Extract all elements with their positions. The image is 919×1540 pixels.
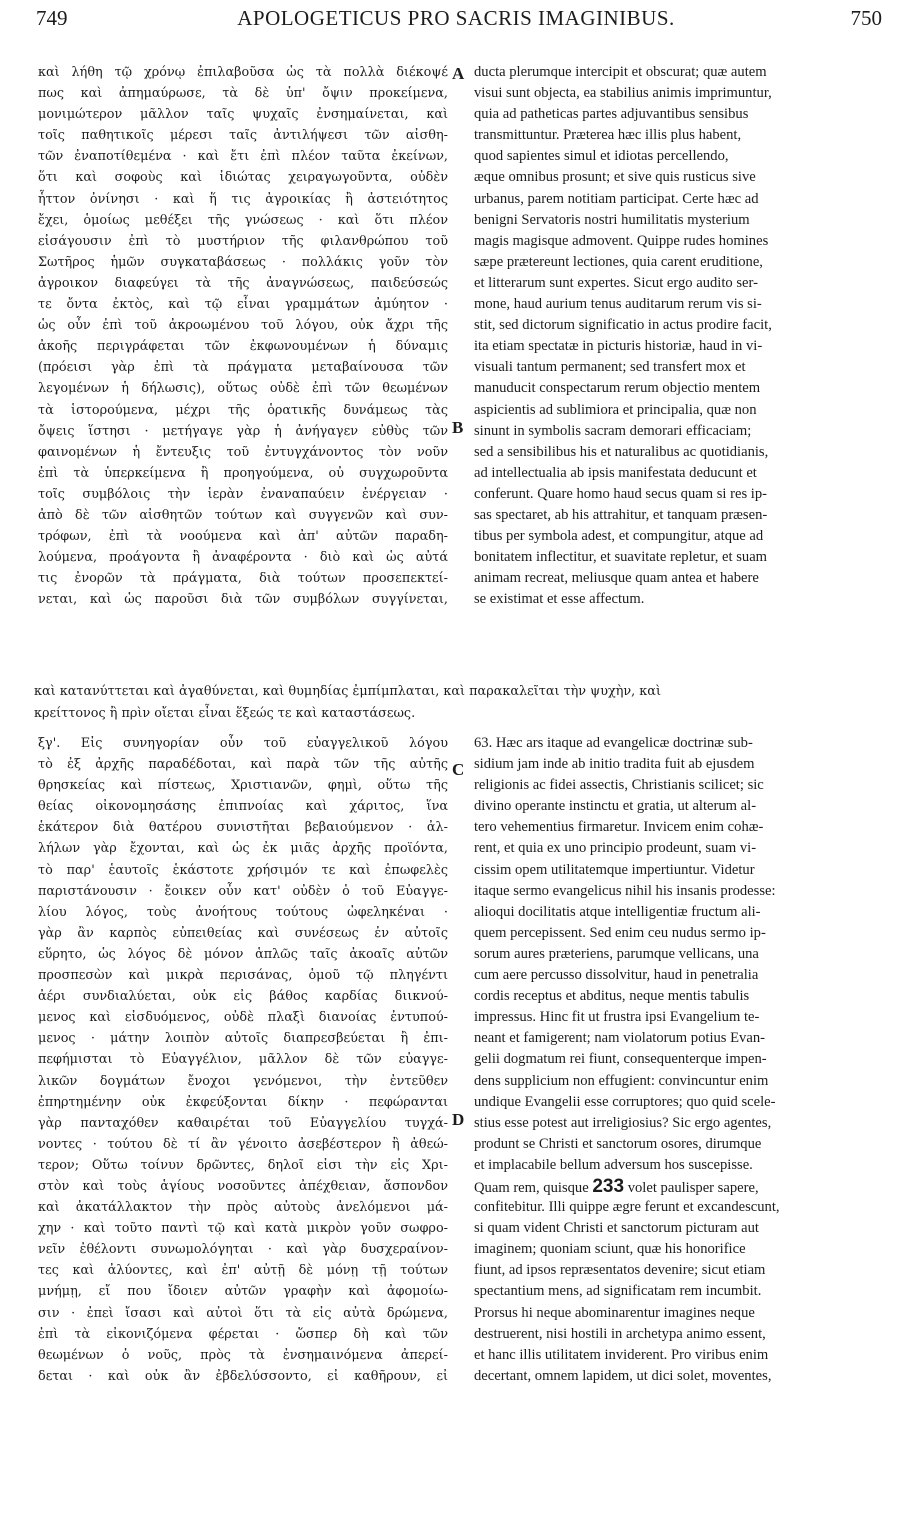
latin-text-line: visuali tantum permanent; sed transfert mox et bbox=[474, 359, 746, 376]
greek-column-top bbox=[38, 62, 448, 610]
latin-text-line: se existimat et esse affectum. bbox=[474, 591, 645, 608]
latin-text-line: cordis receptus et abditus, neque mentis tabulis bbox=[474, 988, 750, 1005]
latin-text-line: quod sapientes simul et idiotas percellendo, bbox=[474, 148, 729, 165]
running-title: APOLOGETICUS PRO SACRIS IMAGINIBUS. bbox=[237, 6, 675, 30]
greek-text-line: τες καὶ ἀλύοντες, καὶ ἐπ' αὐτῇ δὲ μόνῃ τῇ τούτων bbox=[38, 1263, 448, 1279]
latin-text-line: magis magisque admovent. Quippe rudes homines bbox=[474, 232, 769, 249]
greek-text-line: λικῶν δογμάτων ἔνοχοι γενόμενοι, τὴν ἐντεῦθεν bbox=[38, 1073, 448, 1089]
greek-text-line: χην · καὶ τοῦτο παντὶ τῷ καὶ κατὰ μικρὸν γοῦν σωφρο- bbox=[38, 1221, 448, 1237]
running-header bbox=[30, 6, 882, 46]
greek-text-line: τερον; Οὕτω τοίνυν δρῶντες, δηλοῖ εἰσι τὴν εἰς Χρι- bbox=[38, 1157, 448, 1173]
latin-text-line: confitebitur. Illi quippe ægre ferunt et excandescunt, bbox=[474, 1199, 780, 1216]
margin-marker-c: C bbox=[452, 760, 465, 779]
greek-column-bottom bbox=[38, 733, 448, 1387]
greek-text-line: ἐπηρτημένην οὐκ ἐκφεύξονται δίκην · πεφώρανται bbox=[38, 1094, 448, 1110]
greek-text-line: ἀέρι συνδιαλύεται, οὐκ εἰς βάθος καρδίας διικνού- bbox=[38, 989, 448, 1005]
latin-text-line: divino operante instinctu et gratia, ut alterum al- bbox=[474, 798, 757, 815]
latin-text-line: ita etiam spectatæ in picturis historiæ, haud in vi- bbox=[474, 338, 763, 355]
latin-text-line: cissim opem utilitatemque impertiuntur. Videtur bbox=[474, 861, 755, 878]
latin-text-line: ad intellectualia ab ipsis manifestata deducunt et bbox=[474, 464, 757, 481]
greek-text-line: μενος καὶ εἰσδυόμενος, οὐδὲ πλαξὶ διανοίας ἐντυπού- bbox=[38, 1010, 448, 1026]
greek-text-line: τὸ παρ' ἑαυτοῖς ἑκάστοτε χρήσιμόν τε καὶ ἐπωφελὲς bbox=[38, 862, 448, 878]
greek-text-line: λούμενα, προάγοντα ἢ ἀναφέροντα · διὸ καὶ ὡς αὐτά bbox=[38, 550, 448, 566]
greek-text-line: καὶ κατανύττεται καὶ ἀγαθύνεται, καὶ θυμηδίας ἐμπίμπλαται, καὶ παρακαλεῖται τὴν ψυχὴν, καὶ bbox=[34, 684, 661, 699]
greek-text-line: Σωτῆρος ἡμῶν συγκαταβάσεως · πολλάκις γοῦν τὸν bbox=[38, 254, 448, 270]
greek-text-line: μονιμώτερον μᾶλλον ταῖς ψυχαῖς ἐνσημαίνεται, καὶ bbox=[38, 107, 448, 123]
latin-text-line: urbanus, parem notitiam participat. Certe hæc ad bbox=[474, 190, 759, 207]
latin-text-line: decertant, omnem lapidem, ut dici solet, moventes, bbox=[474, 1367, 772, 1384]
latin-text-line: conferunt. Quare homo haud secus quam si res ip- bbox=[474, 485, 768, 502]
latin-column-bottom bbox=[474, 733, 886, 1387]
latin-text-line: sed a sensibilibus his et naturalibus ac quotidianis, bbox=[474, 443, 769, 460]
greek-text-line: ὡς οὖν ἐπὶ τοῦ ἀκροωμένου τοῦ λόγου, οὐκ ἄχρι τῆς bbox=[38, 318, 448, 334]
greek-text-line: δεται · καὶ οὐκ ἂν ἐβδελύσσοντο, εἰ καθῆρουν, εἰ bbox=[38, 1368, 448, 1384]
latin-text-line: Quam rem, quisque 233 volet paulisper sapere, bbox=[474, 1175, 759, 1197]
latin-text-line: et implacabile bellum adversum hos suscepisse. bbox=[474, 1156, 753, 1173]
greek-text-line: θρησκείας καὶ πίστεως, Χριστιανῶν, φημὶ, οὕτω τῆς bbox=[38, 778, 448, 794]
page-number-right: 750 bbox=[850, 6, 882, 30]
latin-text-line: bonitatem inflectitur, et suavitate repletur, et suam bbox=[474, 549, 768, 566]
latin-column-top bbox=[474, 62, 886, 610]
latin-text-line: gelii dogmatum rei fiunt, consequenterque impen- bbox=[474, 1051, 767, 1068]
latin-text-line: sorum aures præteriens, parumque vellicans, una bbox=[474, 945, 759, 962]
latin-text-line: sidium jam inde ab initio tradita fuit ab ejusdem bbox=[474, 756, 755, 773]
latin-text-line: sas spectaret, ab his attrahitur, et tanquam præsen- bbox=[474, 506, 768, 523]
latin-text-line: destruerent, nisi hostili in archetypa animo essent, bbox=[474, 1325, 766, 1342]
greek-text-line: τὰ ἱστορούμενα, μέχρι τῆς ὁρατικῆς δυνάμεως τὰς bbox=[38, 402, 448, 418]
greek-text-line: ἑκάτερον διὰ θατέρου συνιστῆται βεβαιούμενον · ἀλ- bbox=[38, 820, 448, 836]
latin-text-line: impressus. Hinc fit ut frustra ipsi Evangelium te- bbox=[474, 1009, 760, 1026]
greek-text-line: ἀπὸ δὲ τῶν αἰσθητῶν τούτων καὶ συγγενῶν καὶ συν- bbox=[38, 507, 448, 523]
greek-text-line: ἧττον ὀνίνησι · καὶ ἥ τις ἀγροικίας ἢ ἀστειότητος bbox=[38, 191, 448, 207]
greek-text-line: (πρόεισι γὰρ ἐπὶ τὰ πράγματα μεταβαίνουσα τῶν bbox=[38, 360, 448, 376]
greek-text-line: στὸν καὶ τοὺς ἁγίους νοσοῦντες ἀπέχθειαν, ἄσπονδον bbox=[38, 1178, 448, 1194]
latin-text-line: et litterarum sunt expertes. Sicut ergo audito ser- bbox=[474, 274, 758, 291]
latin-text-line: animam recreat, meliusque quam antea et habere bbox=[474, 570, 759, 587]
latin-text-line: ducta plerumque intercipit et obscurat; quæ autem bbox=[474, 64, 767, 80]
latin-text-line: religionis ac fidei assectis, Christianis scilicet; sic bbox=[474, 777, 764, 794]
latin-text-line: undique Evangelii esse corruptores; quo quid scele- bbox=[474, 1093, 776, 1110]
greek-text-line: πως καὶ ἀπημαύρωσε, τὰ δὲ ὑπ' ὄψιν προκείμενα, bbox=[38, 86, 448, 102]
greek-text-line: καὶ λήθη τῷ χρόνῳ ἐπιλαβοῦσα ὡς τὰ πολλὰ διέκοψέ bbox=[38, 65, 448, 80]
greek-text-line: ἐπὶ τὰ ὑπερκείμενα ἢ προηγούμενα, οὐ συγχωροῦντα bbox=[38, 465, 448, 481]
greek-text-line: τρόφων, ἐπὶ τὰ νοούμενα καὶ ἀπ' αὐτῶν παραδη- bbox=[38, 529, 448, 545]
latin-text-line: stit, sed dictorum significatio in actus prodire facit, bbox=[474, 317, 772, 334]
greek-text-line: τοῖς συμβόλοις τὴν ἱερὰν ἐναναπαύειν ἐνέργειαν · bbox=[38, 486, 448, 502]
latin-text-line: tibus per symbola adest, et compungitur, atque ad bbox=[474, 528, 764, 545]
greek-text-line: πεφήμισται τὸ Εὐαγγέλιον, μᾶλλον δὲ τῶν εὐαγγε- bbox=[38, 1052, 448, 1068]
greek-text-line: εὕρητο, ὡς λόγος δὲ μόνον ἁπλῶς ταῖς ἀκοαῖς αὐτῶν bbox=[38, 946, 448, 962]
greek-text-line: φαινομένων ἡ ἔντευξις τοῦ ἐντυγχάνοντος τὸν νοῦν bbox=[38, 444, 448, 460]
latin-text-line: dens supplicium non effugient: convincuntur enim bbox=[474, 1072, 769, 1089]
greek-text-line: γὰρ πανταχόθεν καθαιρέται τοῦ Εὐαγγελίου τυγχά- bbox=[38, 1115, 448, 1131]
greek-text-line: θείας οἰκονομησάσης ἐπιπνοίας καὶ χάριτος, ἵνα bbox=[38, 799, 448, 815]
latin-text-line: neant et famigerent; nam violatorum potius Evan- bbox=[474, 1030, 765, 1047]
greek-text-line: ξγ'. Εἰς συνηγορίαν οὖν τοῦ εὐαγγελικοῦ λόγου bbox=[38, 736, 448, 751]
latin-text-line: stius esse potest aut irreligiosius? Sic ergo agentes, bbox=[474, 1114, 772, 1131]
greek-text-line: ἔχει, ὁμοίως μεθέξει τῆς γνώσεως · καὶ ὅτι πλέον bbox=[38, 212, 448, 228]
greek-text-line: μνήμῃ, εἴ που ἴδοιεν αὐτῶν γραφὴν καὶ ἀφομοίω- bbox=[38, 1284, 448, 1300]
greek-text-line: λήλων γὰρ ἔχονται, καὶ ὡς ἐκ μιᾶς ἀρχῆς προϊόντα, bbox=[38, 841, 448, 857]
margin-marker-a: A bbox=[452, 64, 465, 83]
latin-text-line: produnt se Christi et sanctorum osores, dirumque bbox=[474, 1135, 762, 1152]
greek-text-line: λεγομένων ἡ δήλωσις), οὕτως οὐδὲ ἐπὶ τῶν θεωμένων bbox=[38, 381, 448, 397]
latin-text-line: transmittuntur. Præterea hæc illis plus habent, bbox=[474, 127, 742, 144]
greek-text-line: ὄψεις ἵστησι · μετήγαγε γὰρ ἡ ἀνήγαγεν εὐθὺς τῶν bbox=[38, 423, 448, 439]
latin-text-line: tero vehementius firmaretur. Invicem enim cohæ- bbox=[474, 819, 764, 836]
greek-text-line: παριστάνουσιν · ἔοικεν οὖν κατ' οὐδὲν ὁ τοῦ Εὐαγγε- bbox=[38, 883, 448, 899]
latin-text-line: sæpe prætereunt lectiones, quia carent eruditione, bbox=[474, 253, 763, 270]
greek-text-line: λίου λόγος, τοὺς ἀνοήτους τούτους ὠφεληκέναι · bbox=[38, 904, 448, 920]
latin-text-line: fiunt, ad ipsos repræsentatos devenire; sicut etiam bbox=[474, 1262, 766, 1279]
latin-text-line: spectantium mens, ad significatam rem incumbit. bbox=[474, 1283, 762, 1300]
latin-text-line: benigni Servatoris nostri humilitatis mysterium bbox=[474, 211, 750, 228]
greek-text-line: ἐπὶ τὰ εἰκονιζόμενα φέρεται · ὥσπερ δὴ καὶ τῶν bbox=[38, 1326, 448, 1342]
greek-text-line: καὶ ἀκατάλλακτον τὴν πρὸς αὐτοὺς ἀνελόμενοι μά- bbox=[38, 1200, 448, 1216]
greek-text-line: μενος · μάτην λοιπὸν αὐτοῖς διαπρεσβεύεται ἢ ἐπι- bbox=[38, 1031, 448, 1047]
latin-text-line: quia ad patheticas partes adjuvantibus sensibus bbox=[474, 106, 749, 123]
latin-text-line: 63. Hæc ars itaque ad evangelicæ doctrinæ sub- bbox=[474, 735, 753, 751]
latin-text-line: quem percepissent. Sed enim ceu nudus sermo ip- bbox=[474, 924, 766, 941]
latin-text-line: visui sunt objecta, ea stabilius animis imprimuntur, bbox=[474, 85, 772, 102]
latin-text-line: rent, et quia ex uno principio prodeunt, suam vi- bbox=[474, 840, 757, 857]
greek-text-line: εἰσάγουσιν ἐπὶ τὸ μυστήριον τῆς φιλανθρώπου τοῦ bbox=[38, 233, 448, 249]
latin-text-line: alioqui docilitatis atque intelligentiæ fructum ali- bbox=[474, 903, 761, 920]
latin-text-line: æque omnibus prosunt; et sive quis rusticus sive bbox=[474, 169, 756, 186]
greek-text-line: τὸ ἐξ ἀρχῆς παραδέδοται, καὶ παρὰ τῶν τῆς αὐτῆς bbox=[38, 757, 448, 773]
page-number-left: 749 bbox=[36, 6, 68, 30]
latin-text-line: itaque sermo evangelicus nihil his insanis prodesse: bbox=[474, 882, 776, 899]
latin-text-line: manuducit conspectarum rerum objectio mentem bbox=[474, 380, 761, 397]
latin-text-line: si quam vident Christi et sanctorum picturam aut bbox=[474, 1220, 759, 1237]
greek-text-line: θεωμένων ὁ νοῦς, πρὸς τὰ ἐνσημαινόμενα ἀπερεί- bbox=[38, 1347, 448, 1363]
latin-text-line: cum aere percusso dissolvitur, haud in penetralia bbox=[474, 967, 759, 984]
margin-marker-d: D bbox=[452, 1110, 465, 1129]
greek-text-line: τις ἐνορῶν τὰ πράγματα, διὰ τούτων προσεπεκτεί- bbox=[38, 571, 448, 587]
greek-text-line: ἀκοῆς περιγράφεται τῶν ἐκφωνουμένων ἡ δύναμις bbox=[38, 339, 448, 355]
greek-text-line: σιν · ἐπεὶ ἴσασι καὶ αὐτοὶ ὅτι τὰ εἰς αὐτὰ δρώμενα, bbox=[38, 1305, 448, 1321]
greek-text-line: γὰρ ἂν καρπὸς εὐπειθείας καὶ συνέσεως ἐν αὐτοῖς bbox=[38, 925, 448, 941]
greek-text-line: προσπεσὼν καὶ μικρὰ περισάνας, ὁμοῦ τῷ πληγέντι bbox=[38, 968, 448, 984]
greek-text-line: τοῖς παθητικοῖς μέρεσι ταῖς ἀντιλήψεσι τῶν αἰσθη- bbox=[38, 128, 448, 144]
greek-text-line: νεται, καὶ ὡς παροῦσι διὰ τῶν συμβόλων συγγίνεται, bbox=[38, 592, 448, 608]
latin-text-line: sinunt in symbolis sacram demorari efficaciam; bbox=[474, 422, 752, 439]
latin-text-line: mone, haud aurium tenus auditarum rerum vis si- bbox=[474, 296, 762, 313]
greek-text-line: κρείττονος ἢ πρὶν οἴεται εἶναι ἕξεώς τε καὶ καταστάσεως. bbox=[34, 706, 416, 721]
greek-text-line: ἀγροικον διαφεύγει τὰ τῆς ἀναγνώσεως, παιδεύσεώς bbox=[38, 275, 448, 291]
latin-text-line: imaginem; quoniam sciunt, quæ his honorifice bbox=[474, 1241, 746, 1258]
greek-text-line: νοντες · τούτου δὲ τί ἂν γένοιτο ἀσεβέστερον ἢ ἀθεώ- bbox=[38, 1136, 448, 1152]
latin-text-line: Prorsus hi neque abominarentur imagines neque bbox=[474, 1304, 755, 1321]
latin-text-line: aspicientis ad sublimiora et principalia, quæ non bbox=[474, 401, 757, 418]
greek-text-line: νεῖν ἐθέλοντι συνωμολόγηται · καὶ γὰρ δυσχεραίνον- bbox=[38, 1242, 448, 1258]
greek-full-width-lines bbox=[34, 681, 884, 725]
greek-text-line: ὅτι καὶ σοφοὺς καὶ ἰδιώτας χειραγωγοῦντα, οὐδὲν bbox=[38, 170, 448, 186]
greek-text-line: τῶν ἐναποτίθεμένα · καὶ ἔτι ἐπὶ πλέον ταῦτα ἐκείνων, bbox=[38, 149, 448, 165]
latin-text-line: et hanc illis utilitatem inviderent. Pro viribus enim bbox=[474, 1346, 769, 1363]
greek-text-line: τε ὄντα ἐκτὸς, καὶ τῷ εἶναι γραμμάτων ἀμύητον · bbox=[38, 297, 448, 313]
margin-page-number: 233 bbox=[592, 1175, 625, 1197]
margin-marker-b: B bbox=[452, 418, 464, 437]
